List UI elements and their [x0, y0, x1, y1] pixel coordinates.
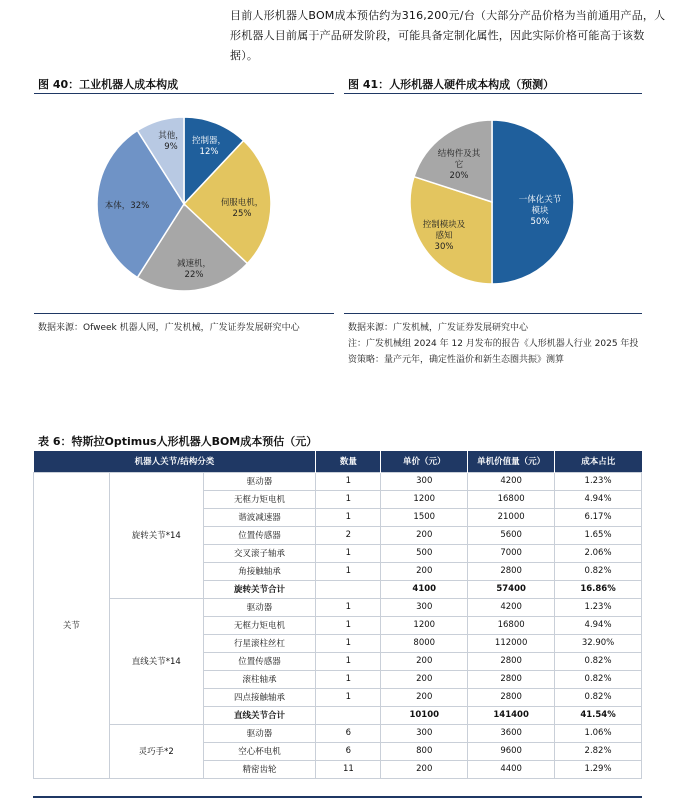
share-cell: 1.23% [555, 472, 642, 490]
slice-label: 减速机， 22% [176, 259, 212, 280]
figure-41-note: 注：广发机械组 2024 年 12 月发布的报告《人形机器人行业 2025 年投资策略：量产元年，确定性溢价和新生态圈共振》测算 [348, 339, 639, 365]
subgroup-cell: 旋转关节*14 [109, 472, 203, 598]
item-name-cell: 四点接触轴承 [203, 688, 316, 706]
value-cell: 7000 [468, 544, 555, 562]
item-name-cell: 精密齿轮 [203, 760, 316, 778]
value-cell: 21000 [468, 508, 555, 526]
item-name-cell: 角接触轴承 [203, 562, 316, 580]
item-name-cell: 滚柱轴承 [203, 670, 316, 688]
value-cell: 16800 [468, 490, 555, 508]
qty-cell: 1 [316, 634, 381, 652]
value-cell: 112000 [468, 634, 555, 652]
item-name-cell: 无框力矩电机 [203, 616, 316, 634]
figure-41-rule [344, 93, 642, 94]
figure-41-title: 图 41：人形机器人硬件成本构成（预测） [348, 78, 555, 91]
item-name-cell: 交叉滚子轴承 [203, 544, 316, 562]
humanoid-robot-cost-pie [344, 100, 644, 305]
qty-cell: 1 [316, 472, 381, 490]
table-6-title: 表 6：特斯拉Optimus人形机器人BOM成本预估（元） [38, 435, 318, 448]
figure-40-source: 数据来源：Ofweek 机器人网，广发机械，广发证券发展研究中心 [38, 323, 300, 333]
figure-40-title: 图 40：工业机器人成本构成 [38, 78, 179, 91]
share-cell: 0.82% [555, 562, 642, 580]
item-name-cell: 无框力矩电机 [203, 490, 316, 508]
table-row [34, 598, 642, 616]
share-cell: 4.94% [555, 490, 642, 508]
item-name-cell: 谐波减速器 [203, 508, 316, 526]
value-cell: 3600 [468, 724, 555, 742]
table-row [34, 724, 642, 742]
industrial-robot-cost-pie [34, 100, 334, 305]
qty-cell: 2 [316, 526, 381, 544]
price-cell: 300 [381, 724, 468, 742]
qty-cell [316, 580, 381, 598]
table-header-row [34, 451, 642, 472]
value-cell: 2800 [468, 670, 555, 688]
item-name-cell: 位置传感器 [203, 526, 316, 544]
col-header-price: 单价（元） [381, 451, 468, 472]
share-cell: 1.29% [555, 760, 642, 778]
slice-label: 其他， 9% [158, 131, 184, 152]
value-cell: 16800 [468, 616, 555, 634]
figure-40-rule [34, 93, 334, 94]
value-cell: 141400 [468, 706, 555, 724]
value-cell: 4200 [468, 472, 555, 490]
intro-paragraph: 目前人形机器人BOM成本预估约为316,200元/台（大部分产品价格为当前通用产品，人形机器人目前属于产品研发阶段，可能具备定制化属性，因此实际价格可能高于该数据）。 [230, 9, 666, 62]
price-cell: 8000 [381, 634, 468, 652]
subgroup-cell: 灵巧手*2 [109, 724, 203, 778]
price-cell: 200 [381, 760, 468, 778]
share-cell: 1.23% [555, 598, 642, 616]
slice-label: 伺服电机， 25% [220, 198, 264, 219]
qty-cell: 6 [316, 742, 381, 760]
figure-41-source: 数据来源：广发机械，广发证券发展研究中心 [348, 323, 529, 333]
price-cell: 200 [381, 688, 468, 706]
qty-cell: 1 [316, 490, 381, 508]
qty-cell: 1 [316, 508, 381, 526]
price-cell: 200 [381, 670, 468, 688]
price-cell: 200 [381, 562, 468, 580]
price-cell: 500 [381, 544, 468, 562]
slice-label: 结构件及其它 20% [437, 149, 481, 181]
share-cell: 32.90% [555, 634, 642, 652]
item-name-cell: 行星滚柱丝杠 [203, 634, 316, 652]
value-cell: 5600 [468, 526, 555, 544]
item-name-cell: 驱动器 [203, 472, 316, 490]
share-cell: 0.82% [555, 688, 642, 706]
price-cell: 1200 [381, 490, 468, 508]
value-cell: 2800 [468, 688, 555, 706]
group-cell: 关节 [34, 472, 110, 778]
col-header-share: 成本占比 [555, 451, 642, 472]
table-row [34, 472, 642, 490]
qty-cell: 1 [316, 598, 381, 616]
figure-41-bottom-rule [344, 313, 642, 314]
item-name-cell: 位置传感器 [203, 652, 316, 670]
qty-cell: 1 [316, 688, 381, 706]
share-cell: 1.06% [555, 724, 642, 742]
share-cell: 1.65% [555, 526, 642, 544]
share-cell: 0.82% [555, 670, 642, 688]
subgroup-cell: 直线关节*14 [109, 598, 203, 724]
price-cell: 200 [381, 652, 468, 670]
bom-table [33, 451, 642, 779]
item-name-cell: 驱动器 [203, 598, 316, 616]
share-cell: 2.06% [555, 544, 642, 562]
slice-label: 控制模块及感知 30% [422, 220, 466, 252]
item-name-cell: 驱动器 [203, 724, 316, 742]
figure-40-bottom-rule [34, 313, 334, 314]
col-header-qty: 数量 [316, 451, 381, 472]
qty-cell: 1 [316, 652, 381, 670]
price-cell: 300 [381, 598, 468, 616]
value-cell: 4200 [468, 598, 555, 616]
table-bottom-rule [33, 796, 642, 798]
slice-label: 一体化关节模块 50% [518, 195, 562, 227]
price-cell: 800 [381, 742, 468, 760]
share-cell: 41.54% [555, 706, 642, 724]
value-cell: 4400 [468, 760, 555, 778]
slice-label: 本体，32% [104, 201, 150, 211]
qty-cell: 11 [316, 760, 381, 778]
price-cell: 1200 [381, 616, 468, 634]
share-cell: 2.82% [555, 742, 642, 760]
qty-cell [316, 706, 381, 724]
price-cell: 300 [381, 472, 468, 490]
col-header-value: 单机价值量（元） [468, 451, 555, 472]
price-cell: 4100 [381, 580, 468, 598]
item-name-cell: 旋转关节合计 [203, 580, 316, 598]
price-cell: 1500 [381, 508, 468, 526]
qty-cell: 6 [316, 724, 381, 742]
qty-cell: 1 [316, 616, 381, 634]
value-cell: 2800 [468, 562, 555, 580]
price-cell: 10100 [381, 706, 468, 724]
value-cell: 9600 [468, 742, 555, 760]
value-cell: 57400 [468, 580, 555, 598]
qty-cell: 1 [316, 544, 381, 562]
share-cell: 0.82% [555, 652, 642, 670]
share-cell: 6.17% [555, 508, 642, 526]
col-header-category: 机器人关节/结构分类 [34, 451, 316, 472]
slice-label: 控制器， 12% [191, 136, 227, 157]
value-cell: 2800 [468, 652, 555, 670]
qty-cell: 1 [316, 562, 381, 580]
price-cell: 200 [381, 526, 468, 544]
share-cell: 16.86% [555, 580, 642, 598]
qty-cell: 1 [316, 670, 381, 688]
item-name-cell: 空心杯电机 [203, 742, 316, 760]
share-cell: 4.94% [555, 616, 642, 634]
item-name-cell: 直线关节合计 [203, 706, 316, 724]
figure-41-source-block [348, 320, 642, 368]
